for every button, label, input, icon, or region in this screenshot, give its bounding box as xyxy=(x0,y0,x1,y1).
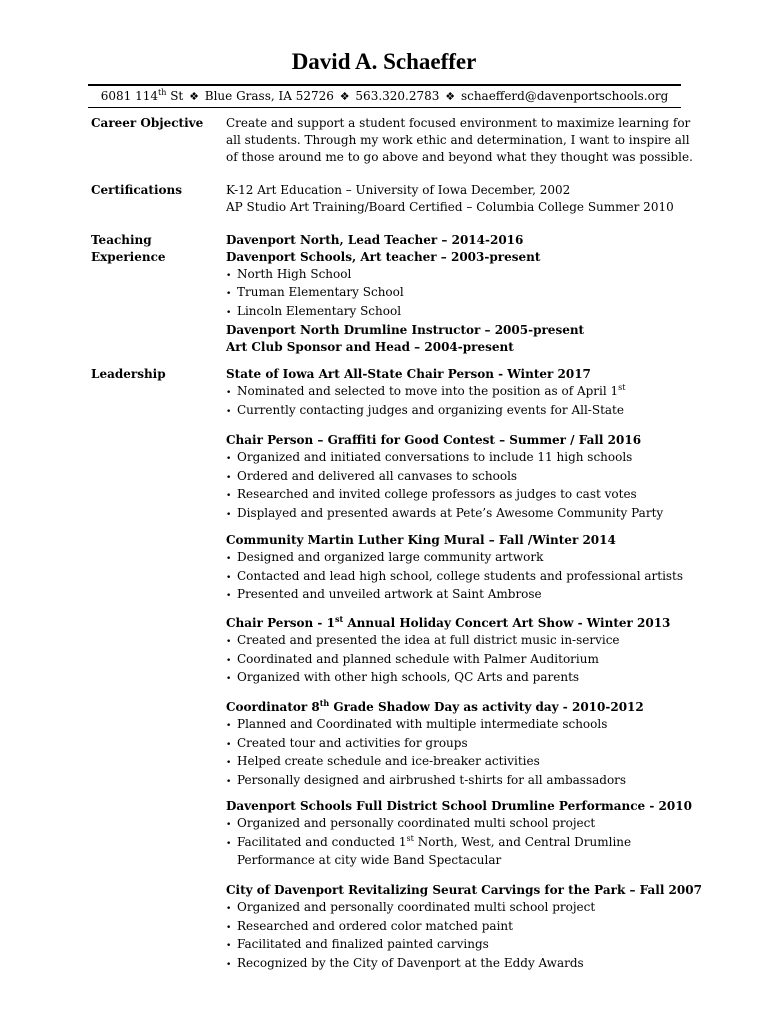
leadership-title: Chair Person – Graffiti for Good Contest – Summer / Fall 2016 xyxy=(226,433,642,447)
section-label-leadership: Leadership xyxy=(91,367,166,381)
leadership-bullet: • Coordinated and planned schedule with Palmer Auditorium xyxy=(226,651,696,670)
header-rule-bottom xyxy=(88,107,681,108)
leadership-title: Community Martin Luther King Mural – Fall /Winter 2014 xyxy=(226,533,616,547)
separator-icon: ❖ xyxy=(189,90,199,103)
leadership-bullet: • Presented and unveiled artwork at Saint Ambrose xyxy=(226,586,696,605)
bullet-icon: • xyxy=(226,838,232,849)
leadership-bullet: • Organized and personally coordinated multi school project xyxy=(226,899,696,918)
bullet-icon: • xyxy=(226,758,232,769)
leadership-bullet: • Contacted and lead high school, college students and professional artists xyxy=(226,568,696,587)
bullet-icon: • xyxy=(226,636,232,647)
section-label-teaching: Teaching Experience xyxy=(91,233,166,264)
header-rule-top xyxy=(88,84,681,86)
resume-name: David A. Schaeffer xyxy=(291,49,477,74)
bullet-icon: • xyxy=(226,406,232,417)
leadership-title: City of Davenport Revitalizing Seurat Carvings for the Park – Fall 2007 xyxy=(226,883,702,897)
leadership-bullet: • Planned and Coordinated with multiple intermediate schools xyxy=(226,716,696,735)
bullet-icon: • xyxy=(226,941,232,952)
objective-text xyxy=(226,115,696,165)
contact-address: 6081 114th St xyxy=(100,88,184,103)
leadership-title: Chair Person - 1st Annual Holiday Concert Art Show - Winter 2013 xyxy=(226,614,671,630)
separator-icon: ❖ xyxy=(339,90,350,103)
leadership-bullet: • Researched and ordered color matched paint xyxy=(226,918,696,937)
bullet-icon: • xyxy=(226,591,232,602)
leadership-entry xyxy=(226,432,696,524)
leadership-entry xyxy=(226,798,696,869)
job-title: Art Club Sponsor and Head – 2004-present xyxy=(226,339,514,354)
contact-city: Blue Grass, IA 52726 xyxy=(204,89,334,103)
job-title: Davenport North, Lead Teacher – 2014-2016 xyxy=(226,233,524,247)
bullet-icon: • xyxy=(226,903,232,914)
section-label-objective: Career Objective xyxy=(91,116,204,130)
leadership-bullet: • Organized with other high schools, QC Arts and parents xyxy=(226,669,696,688)
school-item: • North High School xyxy=(226,266,696,285)
leadership-title: Davenport Schools Full District School Drumline Performance - 2010 xyxy=(226,799,692,813)
certification-item: AP Studio Art Training/Board Certified – Columbia College Summer 2010 xyxy=(226,199,674,214)
bullet-icon: • xyxy=(226,553,232,564)
bullet-icon: • xyxy=(226,270,232,281)
certification-item: K-12 Art Education – University of Iowa December, 2002 xyxy=(226,183,571,197)
bullet-icon: • xyxy=(226,777,232,788)
leadership-bullet: • Personally designed and airbrushed t-shirts for all ambassadors xyxy=(226,772,696,791)
objective-line: all students. Through my work ethic and determination, I want to inspire all xyxy=(226,132,690,147)
job-title: Davenport North Drumline Instructor – 2005-present xyxy=(226,322,585,337)
teaching-experience xyxy=(226,232,696,356)
objective-line: Create and support a student focused environment to maximize learning for xyxy=(226,116,691,130)
certifications-list xyxy=(226,182,696,216)
leadership-entry xyxy=(226,615,696,688)
leadership-entry xyxy=(226,366,696,420)
school-item: • Truman Elementary School xyxy=(226,284,696,303)
leadership-entry xyxy=(226,699,696,791)
leadership-bullet: • Nominated and selected to move into the position as of April 1st xyxy=(226,383,696,402)
bullet-icon: • xyxy=(226,819,232,830)
leadership-title: Coordinator 8th Grade Shadow Day as activity day - 2010-2012 xyxy=(226,698,644,714)
bullet-icon: • xyxy=(226,453,232,464)
school-item: • Lincoln Elementary School xyxy=(226,303,696,322)
leadership-bullet: • Designed and organized large community artwork xyxy=(226,549,696,568)
bullet-icon: • xyxy=(226,655,232,666)
leadership-bullet: • Facilitated and finalized painted carvings xyxy=(226,936,696,955)
leadership-bullet: • Displayed and presented awards at Pete’s Awesome Community Party xyxy=(226,505,696,524)
bullet-icon: • xyxy=(226,674,232,685)
contact-line xyxy=(88,88,681,105)
bullet-icon: • xyxy=(226,720,232,731)
leadership-bullet: • Organized and personally coordinated multi school project xyxy=(226,815,696,834)
leadership-bullet: • Organized and initiated conversations to include 11 high schools xyxy=(226,449,696,468)
objective-line: of those around me to go above and beyond what they thought was possible. xyxy=(226,149,693,164)
contact-email[interactable]: schaefferd@davenportschools.org xyxy=(460,89,669,103)
leadership-bullet-continuation: Performance at city wide Band Spectacular xyxy=(237,853,502,868)
separator-icon: ❖ xyxy=(445,90,456,103)
leadership-entry xyxy=(226,882,702,974)
leadership-bullet: • Recognized by the City of Davenport at the Eddy Awards xyxy=(226,955,696,974)
leadership-bullet: • Researched and invited college professors as judges to cast votes xyxy=(226,486,696,505)
leadership-bullet: • Created and presented the idea at full district music in-service xyxy=(226,632,696,651)
section-label-certifications: Certifications xyxy=(91,183,183,197)
bullet-icon: • xyxy=(226,387,232,398)
leadership-bullet: • Facilitated and conducted 1st North, West, and Central Drumline xyxy=(226,834,696,853)
contact-phone: 563.320.2783 xyxy=(355,89,440,103)
bullet-icon: • xyxy=(226,739,232,750)
job-title: Davenport Schools, Art teacher – 2003-present xyxy=(226,249,541,264)
leadership-bullet: • Helped create schedule and ice-breaker activities xyxy=(226,753,696,772)
bullet-icon: • xyxy=(226,472,232,483)
bullet-icon: • xyxy=(226,308,232,319)
bullet-icon: • xyxy=(226,510,232,521)
leadership-bullet: • Ordered and delivered all canvases to schools xyxy=(226,468,696,487)
bullet-icon: • xyxy=(226,572,232,583)
bullet-icon: • xyxy=(226,960,232,971)
leadership-bullet: • Currently contacting judges and organizing events for All-State xyxy=(226,402,696,421)
leadership-title: State of Iowa Art All-State Chair Person - Winter 2017 xyxy=(226,367,591,381)
leadership-bullet: • Created tour and activities for groups xyxy=(226,735,696,754)
bullet-icon: • xyxy=(226,922,232,933)
bullet-icon: • xyxy=(226,289,232,300)
bullet-icon: • xyxy=(226,491,232,502)
leadership-entry xyxy=(226,532,696,605)
